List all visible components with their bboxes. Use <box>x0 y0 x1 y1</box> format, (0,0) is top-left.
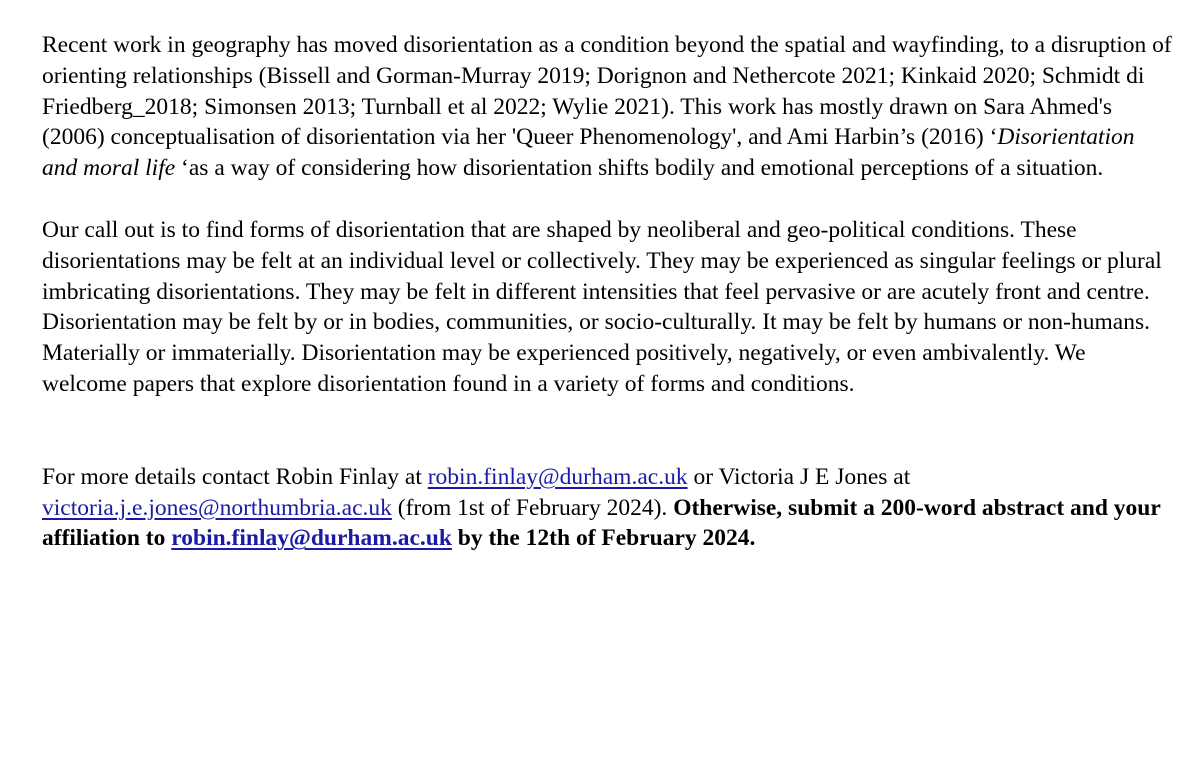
email-link-victoria-jones[interactable]: victoria.j.e.jones@northumbria.ac.uk <box>42 494 392 521</box>
contact-text-start: For more details contact Robin Finlay at <box>42 463 428 490</box>
submission-text-start: Otherwise, submit a 200-word abstract and your affiliation to <box>42 494 1161 552</box>
submission-deadline: by the 12th of February 2024. <box>451 525 756 552</box>
email-link-submission[interactable]: robin.finlay@durham.ac.uk <box>171 525 452 552</box>
paragraph-background <box>42 30 1172 184</box>
paragraph-call-out-text: Our call out is to find forms of disorientation that are shaped by neoliberal and geo-political conditions. These disorientations may be felt at an individual level or collectively. They may be experienced as singular feelings or plural imbricating disorientations. They may be felt in different intensities that feel pervasive or are acutely front and centre. Disorientation may be felt by or in bodies, communities, or socio-culturally. It may be felt by humans or non-humans. Materially or immaterially. Disorientation may be experienced positively, negatively, or even ambivalently. We welcome papers that explore disorientation found in a variety of forms and conditions. <box>42 216 1162 397</box>
contact-text-middle: or Victoria J E Jones at <box>687 463 911 490</box>
contact-text-date: (from 1st of February 2024). <box>391 494 674 521</box>
paragraph-call-out <box>42 215 1172 400</box>
paragraph-background-text: Recent work in geography has moved disorientation as a condition beyond the spatial and wayfinding, to a disruption of orienting relationships (Bissell and Gorman-Murray 2019; Dorignon and Nethercote 2021; Kinkaid 2020; Schmidt di Friedberg_2018; Simonsen 2013; Turnball et al 2022; Wylie 2021). This work has mostly drawn on Sara Ahmed's (2006) conceptualisation of disorientation via her 'Queer Phenomenology', and Ami Harbin’s (2016) ‘ <box>42 32 1172 151</box>
paragraph-background-text-end: ‘as a way of considering how disorientation shifts bodily and emotional perceptions of a situation. <box>175 155 1104 182</box>
email-link-robin-finlay[interactable]: robin.finlay@durham.ac.uk <box>427 463 688 490</box>
paragraph-contact <box>42 462 1172 554</box>
book-title-italic: Disorientation and moral life <box>42 124 1135 182</box>
document-body <box>42 30 1172 554</box>
